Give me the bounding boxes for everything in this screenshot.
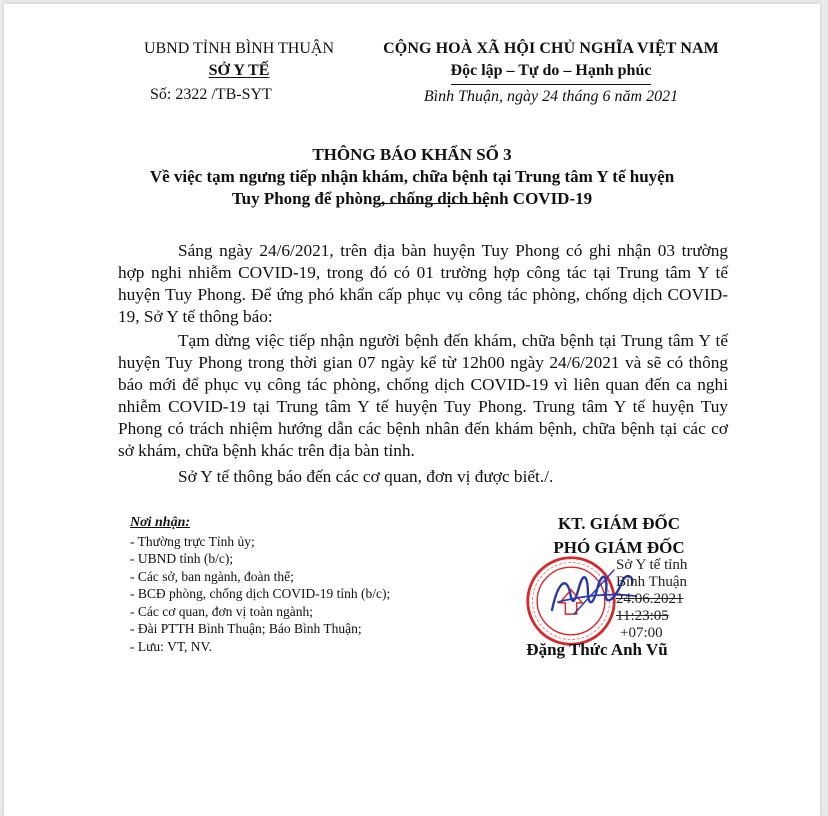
- department-name: SỞ Y TẾ: [208, 62, 270, 79]
- body-paragraph-2: [118, 330, 728, 462]
- signature-title: [504, 512, 734, 560]
- recipient-item: - BCĐ phòng, chống dịch COVID-19 tỉnh (b/c);: [130, 586, 391, 601]
- recipient-item: - UBND tỉnh (b/c);: [130, 551, 234, 566]
- document-title: THÔNG BÁO KHẨN SỐ 3: [312, 145, 512, 164]
- title-underline: [379, 203, 489, 204]
- body-paragraph-1: [118, 240, 728, 328]
- signature-line-2: PHÓ GIÁM ĐỐC: [553, 538, 685, 557]
- recipient-item: - Thường trực Tỉnh ủy;: [130, 533, 255, 549]
- paragraph-text: Tạm dừng việc tiếp nhận người bệnh đến khám, chữa bệnh tại Trung tâm Y tế huyện Tuy Phong trong thời gian 07 ngày kể từ 12h00 ngày 24/6/2021 và sẽ có thông báo mới để phục vụ công tác phòng, chống dịch COVID-19 vì liên quan đến ca nghi nhiễm COVID-19 tại Trung tâm Y tế huyện Tuy Phong. Trung tâm Y tế huyện Tuy Phong có trách nhiệm hướng dẫn các bệnh nhân đến khám bệnh, chữa bệnh tại các cơ sở khám, chữa bệnh khác trên địa bàn tỉnh.: [118, 331, 728, 460]
- digital-signature-org: Sở Y tế tỉnh: [616, 557, 688, 573]
- recipient-item: - Lưu: VT, NV.: [130, 638, 212, 654]
- place-date: Bình Thuận, ngày 24 tháng 6 năm 2021: [423, 88, 679, 105]
- digital-signature-date: 24.06.2021: [616, 591, 684, 607]
- digital-signature-province: Bình Thuận: [616, 574, 687, 590]
- national-motto: Độc lập – Tự do – Hạnh phúc: [451, 60, 652, 82]
- document-page: [4, 4, 820, 816]
- paragraph-text: Sáng ngày 24/6/2021, trên địa bàn huyện Tuy Phong có ghi nhận 03 trường hợp nghi nhiễm COVID-19, trong đó có 01 trường hợp công tác tại Trung tâm Y tế huyện Tuy Phong. Để ứng phó khẩn cấp phục vụ công tác phòng, chống dịch COVID-19, Sở Y tế thông báo:: [118, 241, 728, 326]
- recipient-item: - Các cơ quan, đơn vị toàn ngành;: [130, 603, 313, 619]
- recipients-label: Nơi nhận:: [130, 515, 191, 530]
- body-paragraph-3: [118, 466, 728, 488]
- recipient-item: - Các sở, ban ngành, đoàn thể;: [130, 568, 294, 584]
- document-number: Số: 2322 /TB-SYT: [150, 86, 272, 103]
- organization-name: UBND TỈNH BÌNH THUẬN: [143, 40, 335, 57]
- recipient-item: - Đài PTTH Bình Thuận; Báo Bình Thuận;: [130, 621, 362, 636]
- digital-signature-time: 11:23:05: [616, 608, 669, 624]
- paragraph-text: Sở Y tế thông báo đến các cơ quan, đơn vị được biết./.: [178, 467, 554, 486]
- signer-name: Đặng Thức Anh Vũ: [526, 640, 668, 659]
- issuing-authority: [130, 38, 348, 82]
- digital-signature-info: [616, 557, 687, 642]
- national-header: [359, 38, 743, 108]
- digital-signature-timezone: +07:00: [620, 625, 663, 641]
- signature-line-1: KT. GIÁM ĐỐC: [558, 514, 680, 533]
- document-subject-line1: Về việc tạm ngưng tiếp nhận khám, chữa bệnh tại Trung tâm Y tế huyện: [149, 167, 675, 186]
- nation-name: CỘNG HOÀ XÃ HỘI CHỦ NGHĨA VIỆT NAM: [383, 40, 719, 57]
- recipients-list: [130, 514, 390, 655]
- document-subject-line2: Tuy Phong để phòng, chống dịch bệnh COVID-19: [231, 189, 593, 208]
